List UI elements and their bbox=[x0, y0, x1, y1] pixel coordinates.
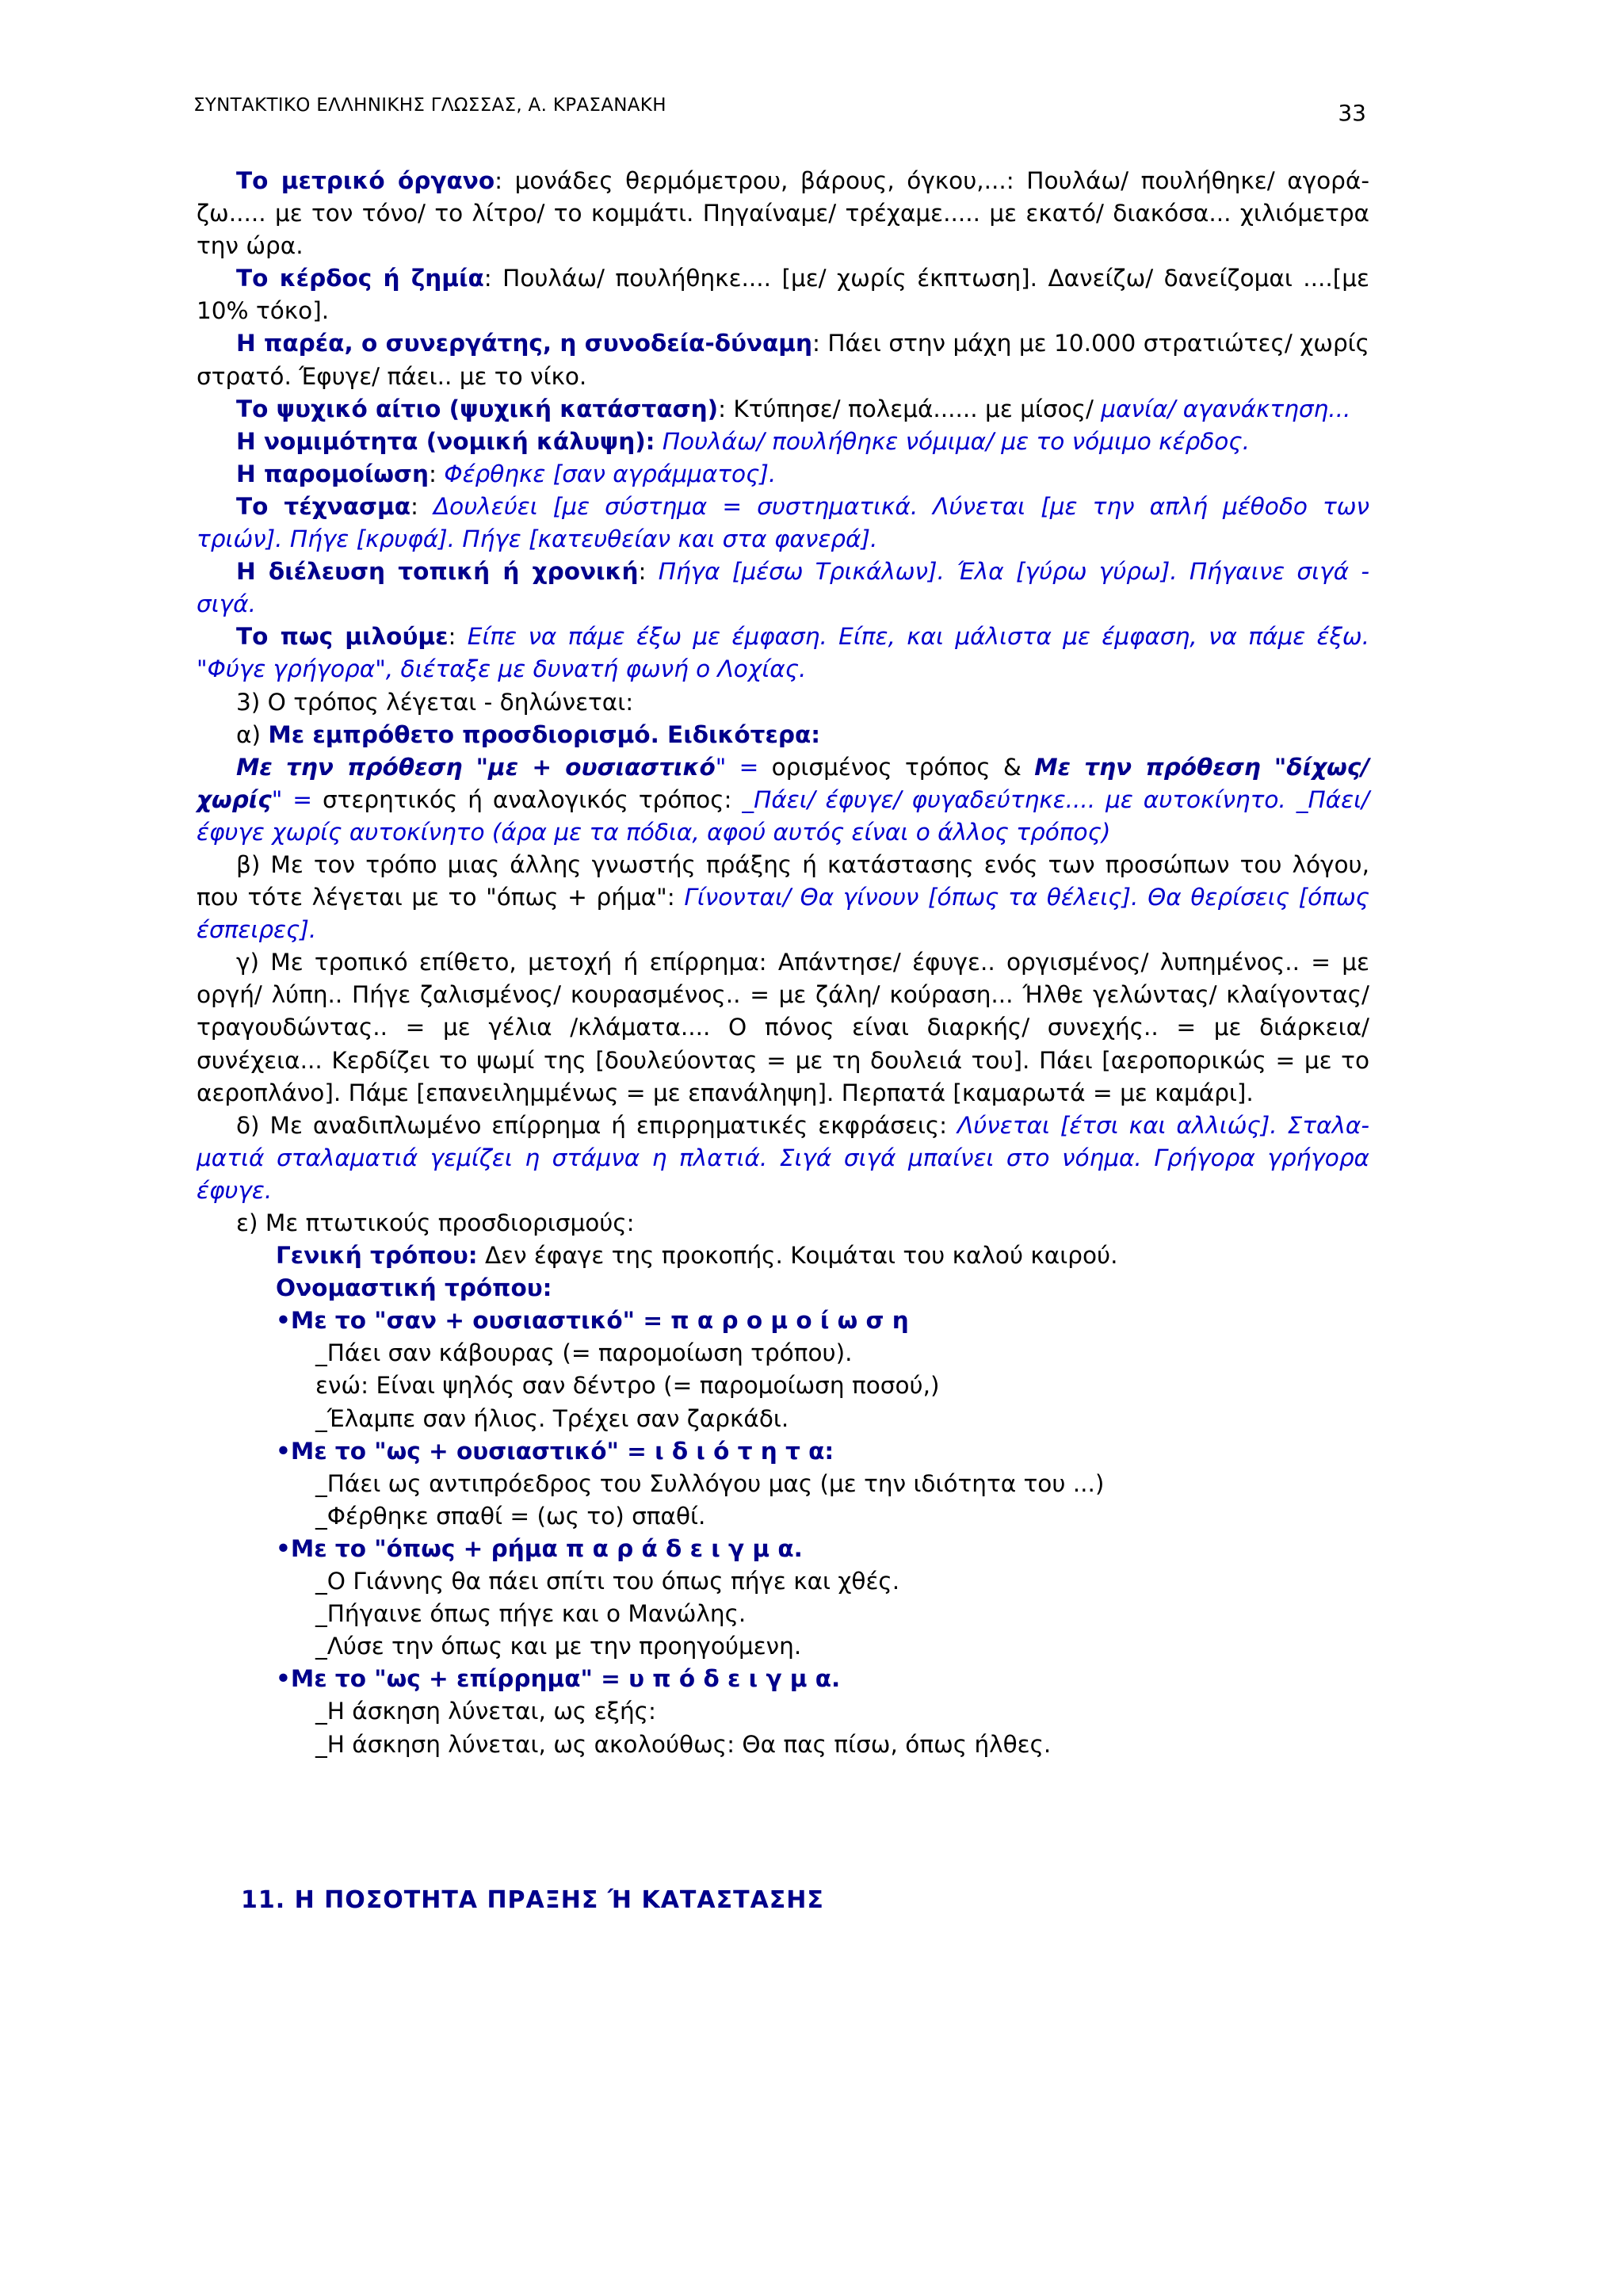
bullet-heading-text: Με το "ως + επίρρημα" = υ π ό δ ε ι γ μ α. bbox=[290, 1665, 841, 1693]
text: : μονάδες θερμόμετρου, βάρους, όγκου,...: Πουλάω/ πουλήθηκε/ αγοράζω..... με τον τόνο/ το λίτρο/ το κομμάτι. Πηγαίναμε/ τρέχαμε..... με εκατό/ διακόσα... χιλιόμετρα την ώρα. bbox=[197, 167, 1369, 260]
example: " = bbox=[271, 785, 323, 813]
bullet-heading-text: Με το "όπως + ρήμα π α ρ ά δ ε ι γ μ α. bbox=[290, 1534, 803, 1562]
colon: : bbox=[410, 492, 433, 520]
term: Γενική τρόπου: bbox=[276, 1242, 478, 1270]
paragraph bbox=[197, 1110, 1369, 1207]
text: γ) Με τροπικό επίθετο, μετοχή ή επίρρημα: Απάντησε/ έφυγε.. οργισμένος/ λυπημένος.. = με οργή/ λύπη.. Πήγε ζαλισμένος/ κουρασμένος.. = με ζάλη/ κούραση... Ήλθε γελώντας/ κλαίγοντας/ τραγουδώντας.. = με γέλια /κλάματα.... Ο πόνος είναι διαρκής/ συνεχής.. = με διάρκεια/ συνέχεια... Κερδίζει το ψωμί της [δουλεύοντας = με τη δουλειά του]. Πάει [αεροπορικώς = με το αεροπλάνο]. Πάμε [επανειλημμένως = με επανάληψη]. Περπατά [καμαρωτά = με καμάρι]. bbox=[197, 949, 1369, 1106]
bullet-heading-text: Με το "ως + ουσιαστικό" = ι δ ι ό τ η τ α: bbox=[290, 1437, 834, 1465]
example: Λύνεται [έτσι και αλλιώς]. Σταλαματιά σταλαματιά γεμίζει η στάμνα η πλατιά. Σιγά σιγά μπαίνει στο νόημα. Γρήγορα γρήγορα έφυγε. bbox=[197, 1111, 1370, 1204]
term: Με την πρόθεση "με + ουσιαστικό bbox=[236, 753, 716, 781]
nominative-line bbox=[197, 1272, 1369, 1305]
example: Φέρθηκε [σαν αγράμματος]. bbox=[444, 460, 777, 487]
term: Το μετρικό όργανο bbox=[236, 167, 495, 194]
paragraph bbox=[197, 621, 1369, 686]
example: Γίνονται/ Θα γίνουν [όπως τα θέλεις]. Θα θερίσεις [όπως έσπειρες]. bbox=[197, 884, 1369, 944]
example-line: _Η άσκηση λύνεται, ως ακολούθως: Θα πας πίσω, όπως ήλθες. bbox=[315, 1730, 1052, 1758]
term: Ονομαστική τρόπου: bbox=[276, 1274, 552, 1302]
example: " = bbox=[715, 753, 772, 781]
text: στερητικός ή αναλογικός τρόπος: bbox=[322, 785, 743, 813]
example: Πουλάω/ πουλήθηκε νόμιμα/ με το νόμιμο κέρδος. bbox=[655, 427, 1250, 455]
text: 3) Ο τρόπος λέγεται - δηλώνεται: bbox=[236, 688, 634, 716]
paragraph bbox=[197, 165, 1369, 262]
term: Το τέχνασμα bbox=[236, 492, 411, 520]
bullet-heading bbox=[197, 1533, 1369, 1565]
bullet-heading bbox=[197, 1305, 1369, 1337]
term: Η νομιμότητα (νομική κάλυψη): bbox=[236, 427, 655, 455]
text: δ) Με αναδιπλωμένο επίρρημα ή επιρρηματικές εκφράσεις: bbox=[236, 1111, 958, 1139]
prefix: α) bbox=[236, 720, 269, 748]
text: : Πάει στην μάχη με 10.000 στρατιώτες/ χωρίς στρατό. Έφυγε/ πάει.. με το νίκο. bbox=[197, 330, 1369, 390]
paragraph bbox=[197, 719, 1369, 751]
term: Η παρομοίωση bbox=[236, 460, 430, 487]
example-line: _Πάει ως αντιπρόεδρος του Συλλόγου μας (με την ιδιότητα του ...) bbox=[315, 1469, 1105, 1497]
text: : Κτύπησε/ πολεμά...... με μίσος/ bbox=[718, 395, 1102, 422]
section-heading: 11. Η ΠΟΣΟΤΗΤΑ ΠΡΑΞΗΣ Ή ΚΑΤΑΣΤΑΣΗΣ bbox=[241, 1886, 824, 1914]
example: Είπε να πάμε έξω με έμφαση. Είπε, και μάλιστα με έμφαση, να πάμε έξω. "Φύγε γρήγορα", διέταξε με δυνατή φωνή ο Λοχίας. bbox=[197, 623, 1369, 683]
paragraph bbox=[197, 686, 1369, 719]
bullet-heading bbox=[197, 1663, 1369, 1695]
bullet-icon: • bbox=[276, 1437, 291, 1465]
genitive-line bbox=[197, 1240, 1369, 1272]
example-line: ενώ: Είναι ψηλός σαν δέντρο (= παρομοίωση ποσού,) bbox=[315, 1372, 940, 1400]
text: ε) Με πτωτικούς προσδιορισμούς: bbox=[236, 1209, 635, 1236]
paragraph bbox=[197, 393, 1369, 426]
colon: : bbox=[448, 623, 468, 651]
example-line: _Έλαμπε σαν ήλιος. Τρέχει σαν ζαρκάδι. bbox=[315, 1404, 789, 1432]
term: Η διέλευση τοπική ή χρονική bbox=[236, 558, 639, 586]
bullet-icon: • bbox=[276, 1307, 291, 1335]
term: Η παρέα, ο συνεργάτης, η συνοδεία-δύναμη bbox=[236, 330, 812, 357]
page-number: 33 bbox=[1338, 100, 1366, 126]
example: μανία/ αγανάκτηση... bbox=[1101, 395, 1351, 422]
bullet-icon: • bbox=[276, 1665, 291, 1693]
example-line: _Πάει σαν κάβουρας (= παρομοίωση τρόπου). bbox=[315, 1339, 853, 1367]
example-line: _Πήγαινε όπως πήγε και ο Μανώλης. bbox=[315, 1600, 747, 1628]
example-line: _Η άσκηση λύνεται, ως εξής: bbox=[315, 1698, 656, 1725]
bullet-heading-text: Με το "σαν + ουσιαστικό" = π α ρ ο μ ο ί ω σ η bbox=[290, 1307, 909, 1335]
running-title: ΣΥΝΤΑΚΤΙΚΟ ΕΛΛΗΝΙΚΗΣ ΓΛΩΣΣΑΣ, Α. ΚΡΑΣΑΝΑΚΗ bbox=[193, 95, 666, 116]
paragraph bbox=[197, 458, 1369, 491]
paragraph bbox=[197, 946, 1369, 1109]
term: Με την πρόθεση "δίχως/ χωρίς bbox=[197, 753, 1369, 813]
example: Πήγα [μέσω Τρικάλων]. Έλα [γύρω γύρω]. Πήγαινε σιγά - σιγά. bbox=[197, 558, 1369, 618]
paragraph bbox=[197, 849, 1369, 946]
bullet-heading bbox=[197, 1435, 1369, 1468]
paragraph bbox=[197, 426, 1369, 458]
term: Με εμπρόθετο προσδιορισμό. Ειδικότερα: bbox=[268, 720, 821, 748]
paragraph bbox=[197, 491, 1369, 556]
example-line: _Φέρθηκε σπαθί = (ως το) σπαθί. bbox=[315, 1502, 706, 1530]
term: Το πως μιλούμε bbox=[236, 623, 449, 651]
bullet-icon: • bbox=[276, 1534, 291, 1562]
example-line: _Ο Γιάννης θα πάει σπίτι του όπως πήγε και χθές. bbox=[315, 1568, 900, 1595]
text: ορισμένος τρόπος & bbox=[771, 753, 1035, 781]
page-header bbox=[193, 95, 1366, 135]
term: Το ψυχικό αίτιο (ψυχική κατάσταση) bbox=[236, 395, 719, 422]
text: : Πουλάω/ πουλήθηκε.... [με/ χωρίς έκπτωση]. Δανείζω/ δανείζομαι ....[με 10% τόκο]. bbox=[197, 265, 1369, 325]
example: _Πάει/ έφυγε/ φυγαδεύτηκε.... με αυτοκίνητο. _Πάει/ έφυγε χωρίς αυτοκίνητο (άρα με τα πόδια, αφού αυτός είναι ο άλλος τρόπος) bbox=[197, 785, 1369, 846]
body-text bbox=[197, 165, 1369, 1761]
paragraph bbox=[197, 556, 1369, 621]
term: Το κέρδος ή ζημία bbox=[236, 265, 484, 292]
text: Δεν έφαγε της προκοπής. Κοιμάται του καλού καιρού. bbox=[477, 1242, 1118, 1270]
paragraph bbox=[197, 751, 1369, 849]
colon: : bbox=[429, 460, 445, 487]
colon: : bbox=[638, 558, 659, 586]
paragraph bbox=[197, 262, 1369, 327]
example-line: _Λύσε την όπως και με την προηγούμενη. bbox=[315, 1633, 802, 1660]
paragraph bbox=[197, 1207, 1369, 1240]
text: β) Με τον τρόπο μιας άλλης γνωστής πράξης ή κατάστασης ενός των προσώπων του λόγου, που τότε λέγεται με το "όπως + ρήμα": bbox=[197, 850, 1369, 911]
paragraph bbox=[197, 327, 1369, 392]
example: Δουλεύει [με σύστημα = συστηματικά. Λύνεται [με την απλή μέθοδο των τριών]. Πήγε [κρυφά]. Πήγε [κατευθείαν και στα φανερά]. bbox=[197, 492, 1369, 553]
